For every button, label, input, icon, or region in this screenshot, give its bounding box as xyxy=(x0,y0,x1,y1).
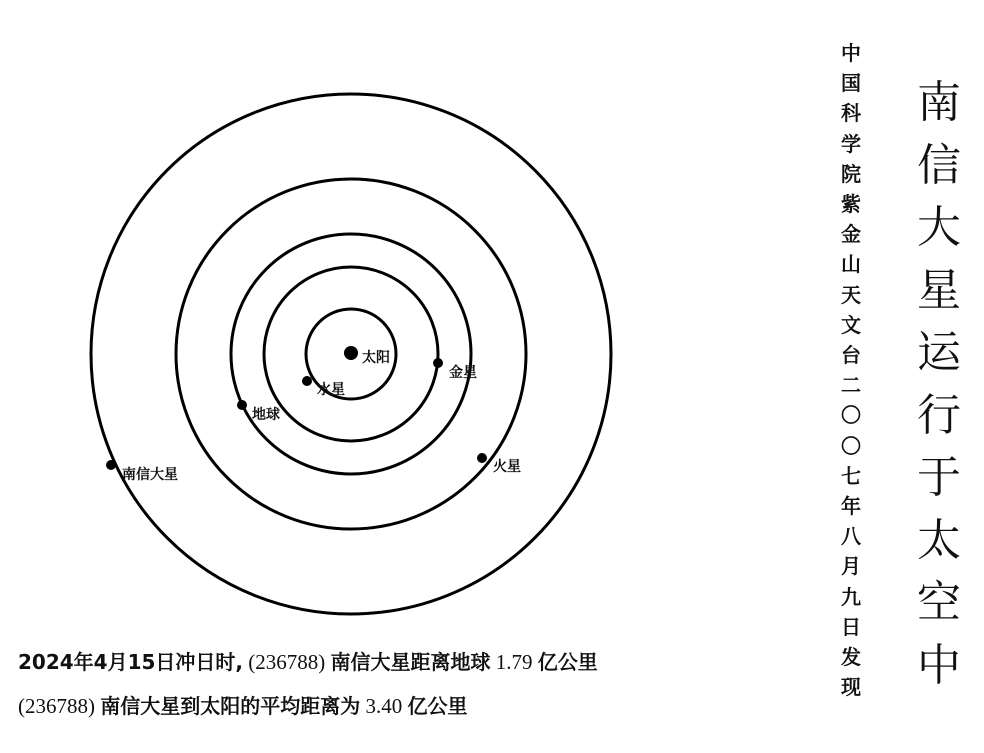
discovery-credit-vertical: 中国科学院紫金山天文台二〇〇七年八月九日发现 xyxy=(841,41,861,700)
nanxinda-dot xyxy=(106,460,116,470)
earth-label: 地球 xyxy=(252,407,280,423)
line1-label: 南信大星距离地球 xyxy=(330,650,491,674)
line2-id: (236788) xyxy=(18,694,95,718)
line1-value: 1.79 xyxy=(495,650,533,674)
info-line-conjunction xyxy=(18,646,598,675)
line2-unit: 亿公里 xyxy=(407,694,468,718)
mars-label: 火星 xyxy=(493,459,521,475)
mars-dot xyxy=(477,453,487,463)
line2-label: 南信大星到太阳的平均距离为 xyxy=(100,694,361,718)
line1-unit: 亿公里 xyxy=(537,650,598,674)
sun-label: 太阳 xyxy=(362,350,390,366)
earth-dot xyxy=(237,400,247,410)
title-vertical: 南信大星运行于太空中 xyxy=(917,77,961,691)
sun-dot xyxy=(344,346,358,360)
line2-value: 3.40 xyxy=(365,694,403,718)
mercury-dot xyxy=(302,376,312,386)
line1-id: (236788) xyxy=(248,650,326,674)
nanxinda-label: 南信大星 xyxy=(122,467,178,483)
venus-dot xyxy=(433,358,443,368)
venus-label: 金星 xyxy=(449,365,477,381)
mercury-label: 水星 xyxy=(317,382,345,398)
line1-date: 2024年4月15日冲日时, xyxy=(18,650,244,674)
info-line-mean-distance xyxy=(18,690,468,719)
